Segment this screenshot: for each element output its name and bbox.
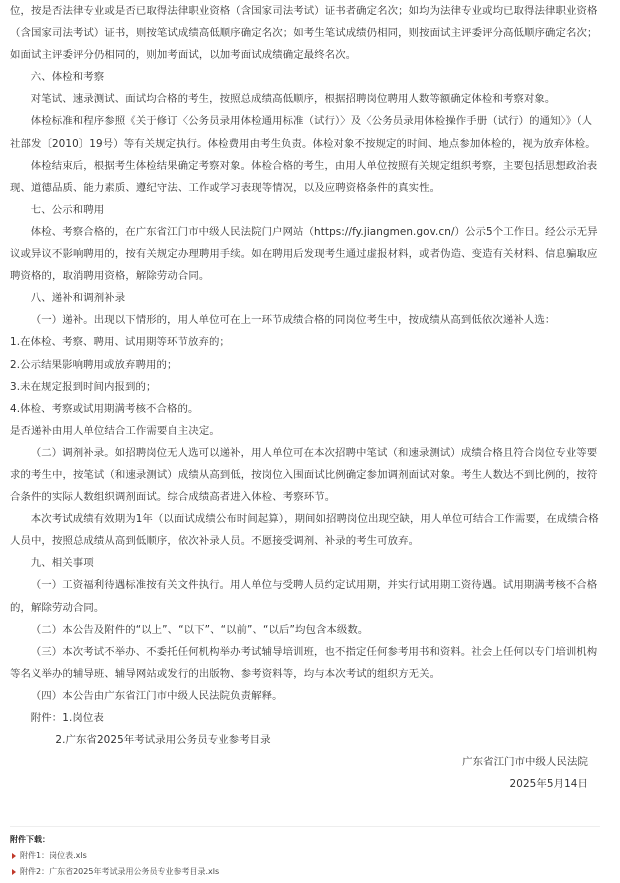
paragraph: 4.体检、考察或试用期满考核不合格的。	[10, 402, 199, 415]
article-body	[10, 0, 600, 795]
paragraph: 2.广东省2025年考试录用公务员专业参考目录	[10, 734, 271, 747]
paragraph: 2025年5月14日	[509, 778, 588, 791]
paragraph: 附件：1.岗位表	[30, 712, 104, 724]
paragraph: 位，按是否法律专业或是否已取得法律职业资格（含国家司法考试）证书者确定名次；如均为法律专业或均已取得法律职业资格（含国家司法考试）证书，则按笔试成绩高低顺序确定名次；如考生笔试成绩仍相同，则按面试主评委评分高低顺序确定名次；如面试主评委评分仍相同的，则加考面试，以加考面试成绩确定最终名次。	[10, 5, 598, 62]
paragraph: （二）本公告及附件的“以上”、“以下”、“以前”、“以后”均包含本级数。	[30, 623, 369, 636]
paragraph: 本次考试成绩有效期为1年（以面试成绩公布时间起算），期间如招聘岗位出现空缺，用人单位可结合工作需要，在成绩合格人员中，按照总成绩从高到低顺序，依次补录人员。不愿接受调剂、补录的考生可放弃。	[10, 513, 599, 548]
paragraph: （二）调剂补录。如招聘岗位无人选可以递补，用人单位可在本次招聘中笔试（和速录测试）成绩合格且符合岗位专业等要求的考生中，按笔试（和速录测试）成绩从高到低，按岗位入围面试比例确定参加调剂面试对象。考生人数达不到比例的，按符合条件的实际人数组织调剂面试。综合成绩高者进入体检、考察环节。	[10, 446, 598, 504]
paragraph: 2.公示结果影响聘用或放弃聘用的；	[10, 358, 178, 371]
paragraph: 是否递补由用人单位结合工作需要自主决定。	[10, 424, 220, 437]
attachment-link-1[interactable]: 附件1：岗位表.xls	[20, 851, 87, 860]
divider	[10, 826, 600, 827]
paragraph: 3.未在规定报到时间内报到的；	[10, 380, 157, 393]
section-heading: 九、相关事项	[30, 557, 94, 570]
attachments-title: 附件下载：	[10, 835, 50, 844]
section-heading: 七、公示和聘用	[30, 203, 105, 216]
paragraph: 体检结束后，根据考生体检结果确定考察对象。体检合格的考生，由用人单位按照有关规定组织考察，主要包括思想政治表现、道德品质、能力素质、遵纪守法、工作或学习表现等情况，以及应聘资格条件的真实性。	[10, 159, 598, 194]
paragraph: （一）递补。出现以下情形的，用人单位可在上一环节成绩合格的同岗位考生中，按成绩从高到低依次递补人选：	[30, 314, 556, 327]
triangle-bullet-icon	[12, 869, 16, 875]
paragraph: 体检、考察合格的，在广东省江门市中级人民法院门户网站（https://fy.jiangmen.gov.cn/）公示5个工作日。经公示无异议或异议不影响聘用的，按有关规定办理聘用手续。如在聘用后发现考生通过虚报材料，或者伪造、变造有关材料、信息骗取应聘资格的，取消聘用资格，解除劳动合同。	[10, 225, 598, 283]
paragraph: 广东省江门市中级人民法院	[462, 756, 588, 769]
attachment-item	[10, 864, 600, 880]
paragraph: 体检标准和程序参照《关于修订〈公务员录用体检通用标准（试行）〉及〈公务员录用体检操作手册（试行）的通知〉》（人社部发〔2010〕19号）等有关规定执行。体检费用由考生负责。体检对象不按规定的时间、地点参加体检的，视为放弃体检。	[10, 115, 596, 150]
triangle-bullet-icon	[12, 853, 16, 859]
section-heading: 八、递补和调剂补录	[30, 292, 126, 305]
paragraph: （一）工资福利待遇标准按有关文件执行。用人单位与受聘人员约定试用期，并实行试用期工资待遇。试用期满考核不合格的，解除劳动合同。	[10, 579, 598, 614]
paragraph: （四）本公告由广东省江门市中级人民法院负责解释。	[30, 689, 283, 702]
paragraph: 1.在体检、考察、聘用、试用期等环节放弃的；	[10, 336, 230, 349]
attachment-downloads	[10, 832, 600, 880]
attachment-item	[10, 848, 600, 864]
section-heading: 六、体检和考察	[30, 71, 105, 84]
attachment-link-2[interactable]: 附件2：广东省2025年考试录用公务员专业参考目录.xls	[20, 867, 220, 876]
paragraph: 对笔试、速录测试、面试均合格的考生，按照总成绩高低顺序，根据招聘岗位聘用人数等额确定体检和考察对象。	[30, 93, 556, 106]
paragraph: （三）本次考试不举办、不委托任何机构举办考试辅导培训班，也不指定任何参考用书和资料。社会上任何以专门培训机构等名义举办的辅导班、辅导网站或发行的出版物、参考资料等，均与本次考试的组织方无关。	[10, 645, 598, 680]
